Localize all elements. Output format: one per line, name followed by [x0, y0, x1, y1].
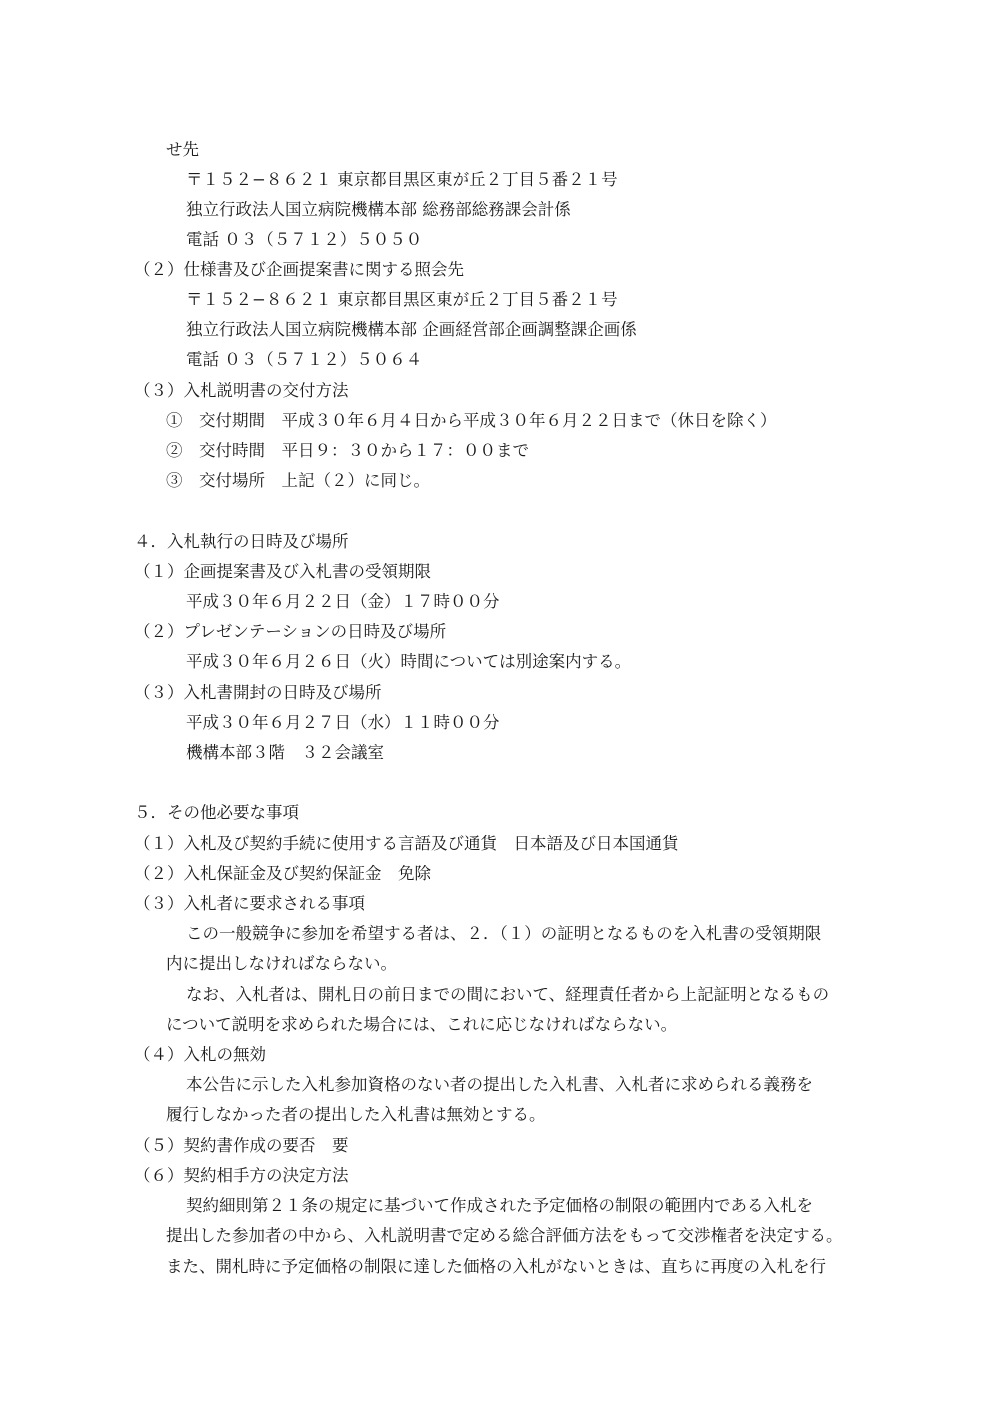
list-item: ③ 交付場所 上記（２）に同じ。: [166, 471, 430, 490]
section-heading: （４）入札の無効: [134, 1045, 266, 1064]
text-line: 独立行政法人国立病院機構本部 総務部総務課会計係: [186, 200, 571, 219]
chapter-heading: ４．入札執行の日時及び場所: [134, 532, 349, 551]
text-line: 電話 ０３（５７１２）５０６４: [186, 350, 423, 369]
text-line: 独立行政法人国立病院機構本部 企画経営部企画調整課企画係: [186, 320, 637, 339]
section-heading: （３）入札説明書の交付方法: [134, 381, 349, 400]
section-heading: （１）入札及び契約手続に使用する言語及び通貨 日本語及び日本国通貨: [134, 834, 679, 853]
text-line: 契約細則第２１条の規定に基づいて作成された予定価格の制限の範囲内である入札を: [186, 1196, 813, 1215]
section-heading: （３）入札書開封の日時及び場所: [134, 683, 382, 702]
section-heading: （１）企画提案書及び入札書の受領期限: [134, 562, 431, 581]
text-line: なお、入札者は、開札日の前日までの間において、経理責任者から上記証明となるもの: [186, 985, 830, 1004]
list-item: ① 交付期間 平成３０年６月４日から平成３０年６月２２日まで（休日を除く）: [166, 411, 777, 430]
section-heading: （２）入札保証金及び契約保証金 免除: [134, 864, 431, 883]
text-line: せ先: [166, 140, 199, 159]
section-heading: （６）契約相手方の決定方法: [134, 1166, 349, 1185]
section-heading: （３）入札者に要求される事項: [134, 894, 365, 913]
text-line: 〒１５２−８６２１ 東京都目黒区東が丘２丁目５番２１号: [186, 290, 618, 309]
text-line: 平成３０年６月２６日（火）時間については別途案内する。: [186, 652, 632, 671]
section-heading: （５）契約書作成の要否 要: [134, 1136, 349, 1155]
text-line: 提出した参加者の中から、入札説明書で定める総合評価方法をもって交渉権者を決定する。: [166, 1226, 843, 1245]
text-line: 機構本部３階 ３２会議室: [186, 743, 384, 762]
chapter-heading: ５．その他必要な事項: [134, 803, 299, 822]
text-line: について説明を求められた場合には、これに応じなければならない。: [166, 1015, 678, 1034]
text-line: 〒１５２−８６２１ 東京都目黒区東が丘２丁目５番２１号: [186, 170, 618, 189]
list-item: ② 交付時間 平日９：３０から１７：００まで: [166, 441, 529, 460]
section-heading: （２）プレゼンテーションの日時及び場所: [134, 622, 447, 641]
text-line: 平成３０年６月２２日（金）１７時００分: [186, 592, 500, 611]
text-line: 本公告に示した入札参加資格のない者の提出した入札書、入札者に求められる義務を: [186, 1075, 813, 1094]
text-line: 履行しなかった者の提出した入札書は無効とする。: [166, 1105, 546, 1124]
text-line: 内に提出しなければならない。: [166, 954, 397, 973]
text-line: 平成３０年６月２７日（水）１１時００分: [186, 713, 500, 732]
text-line: また、開札時に予定価格の制限に達した価格の入札がないときは、直ちに再度の入札を行: [166, 1257, 826, 1276]
text-line: 電話 ０３（５７１２）５０５０: [186, 230, 423, 249]
section-heading: （２）仕様書及び企画提案書に関する照会先: [134, 260, 464, 279]
text-line: この一般競争に参加を希望する者は、２．（１）の証明となるものを入札書の受領期限: [186, 924, 822, 943]
